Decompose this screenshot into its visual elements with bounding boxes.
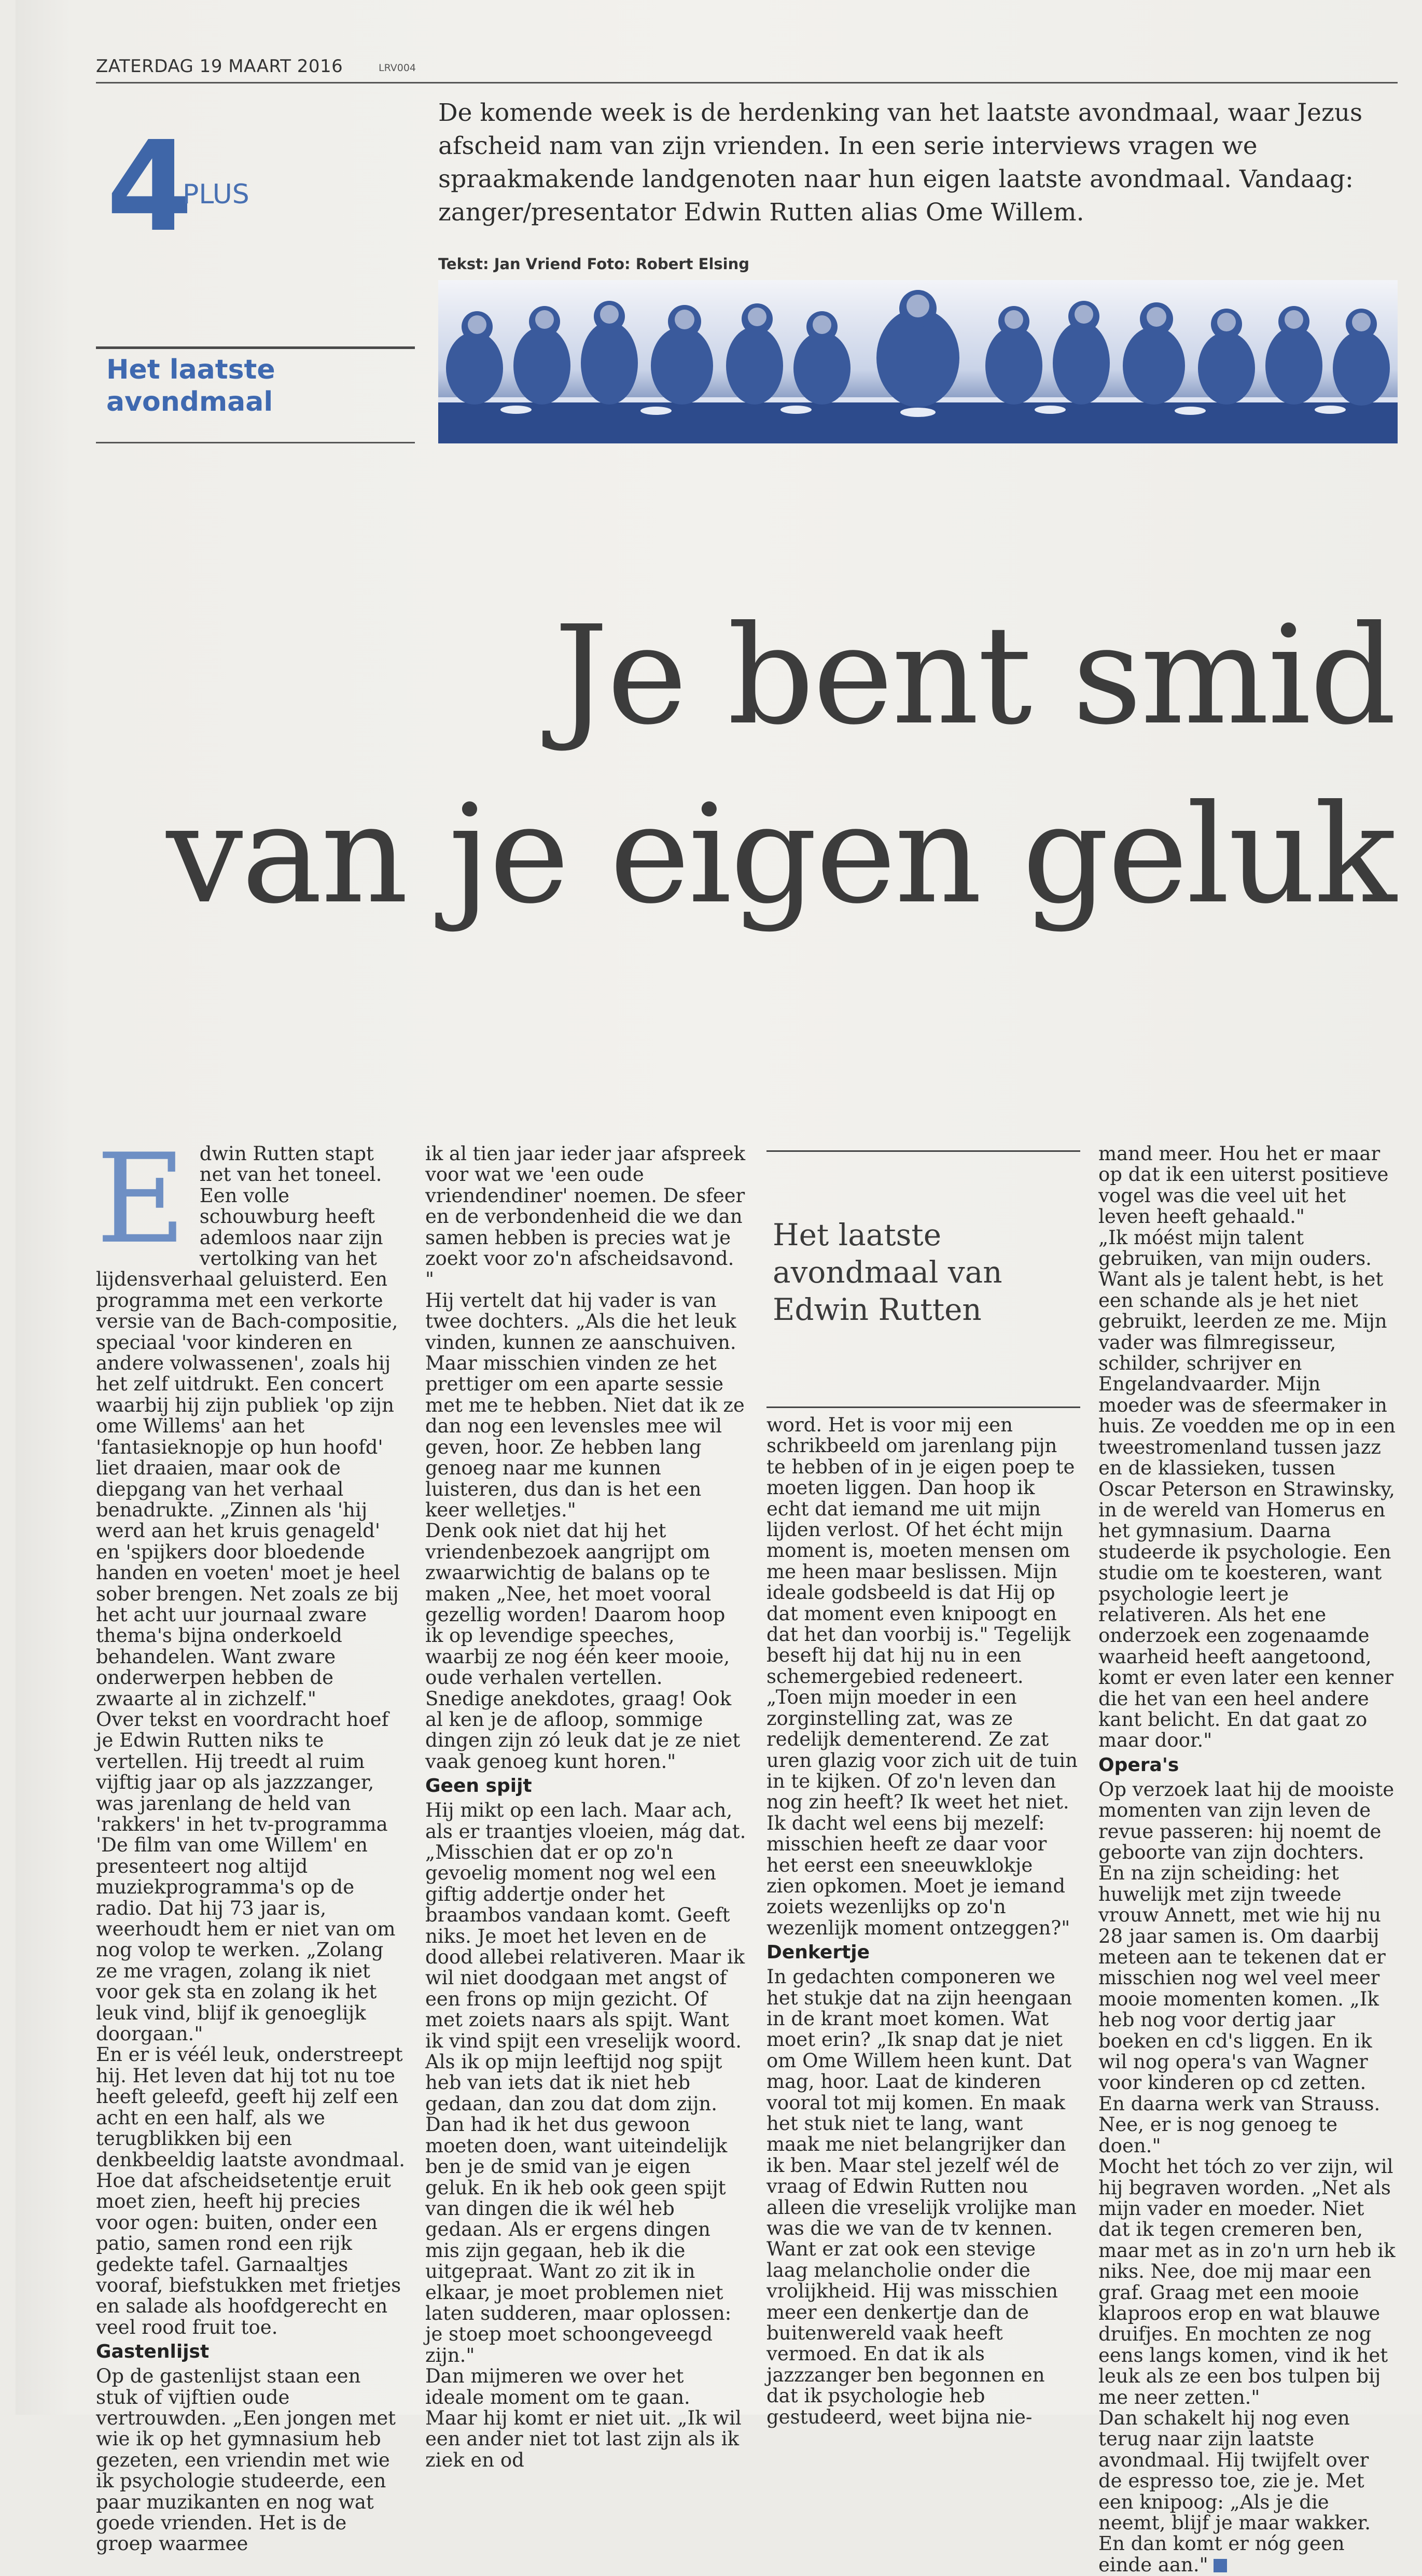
subheading-operas: Opera's — [1098, 1754, 1179, 1776]
byline: Tekst: Jan Vriend Foto: Robert Elsing — [438, 255, 749, 273]
drop-cap: E — [96, 1127, 186, 1271]
pull-quote-rule-bottom — [766, 1407, 1080, 1408]
paragraph: Op de gastenlijst staan een stuk of vijftien oude vertrouwden. „Een jongen met wie ik op het gymnasium heb gezeten, een vriendin met wie ik psychologie studeerde, een paar muzikanten en nog wat goede vrienden. Het is de groep waarmee — [96, 2365, 396, 2555]
section-rule — [96, 346, 415, 349]
paragraph: In gedachten componeren we het stukje dat na zijn heengaan in de krant moet komen. Wat moet erin? „Ik snap dat je niet om Ome Willem heen kunt. Dat mag, hoor. Laat de kinderen vooral tot mij komen. En maak het stuk niet te lang, want maak me niet belangrijker dan ik ben. Maar stel jezelf wél de vraag of Edwin Rutten nou alleen die vreselijk vrolijke man was die we van de tv kennen. Want er zat ook een stevige laag melancholie onder die vrolijkheid. Hij was misschien meer een denkertje dan de buitenwereld vaak heeft vermoed. En dat ik als jazzzanger ben begonnen en dat ik psychologie heb gestudeerd, weet bijna nie- — [766, 1966, 1077, 2428]
paragraph-final — [1098, 2408, 1397, 2575]
paragraph: Hij mikt op een lach. Maar ach, als er traantjes vloeien, mág dat. „Misschien dat er op zo'n gevoelig moment nog wel een giftig addertje onder het braambos vandaan komt. Geeft niks. Je moet het leven en de dood allebei relativeren. Maar ik wil niet doodgaan met angst of een frons op mijn gezicht. Of met zoiets naars als spijt. Want ik vind spijt een vreselijk woord. Als ik op mijn leeftijd nog spijt heb van iets dat ik niet heb gedaan, dan zou dat dom zijn. Dan had ik het dus gewoon moeten doen, want uiteindelijk ben je de smid van je eigen geluk. En ik heb ook geen spijt van dingen die ik wél heb gedaan. Als er ergens dingen mis zijn gegaan, heb ik die uitgepraat. Want zo zit ik in elkaar, je moet problemen niet laten sudderen, maar oplossen: je stoep moet schoongeveegd zijn." — [425, 1799, 746, 2366]
paragraph: dwin Rutten stapt net van het toneel. Een volle schouwburg heeft ademloos naar zijn vertolking van het lijdensverhaal geluisterd. Een programma met een verkorte versie van de Bach-compositie, speciaal 'voor kinderen en andere volwassenen', zoals hij het zelf uitdrukt. Een concert waarbij hij zijn publiek 'op zijn ome Willems' aan het 'fantasieknopje op hun hoofd' liet draaien, maar ook de diepgang van het verhaal benadrukte. „Zinnen als 'hij werd aan het kruis genageld' en 'spijkers door bloedende handen en voeten' moet je heel sober brengen. Net zoals ze bij het acht uur journaal zware thema's bijna onderkoeld behandelen. Want zware onderwerpen hebben de zwaarte al in zichzelf." — [96, 1143, 400, 1710]
article-column-1 — [96, 1127, 407, 2555]
paragraph: Hij vertelt dat hij vader is van twee dochters. „Als die het leuk vinden, kunnen ze aanschuiven. Maar misschien vinden ze het prettiger om een aparte sessie met me te hebben. Niet dat ik ze dan nog een levensles mee wil geven, hoor. Ze hebben lang genoeg naar me kunnen luisteren, dus dan is het een keer welletjes." — [425, 1289, 745, 1521]
headline — [93, 586, 1395, 944]
subheading-denkertje: Denkertje — [766, 1942, 870, 1964]
paragraph: word. Het is voor mij een schrikbeeld om jarenlang pijn te hebben of in je eigen poep te moeten liggen. Dan hoop ik echt dat iemand me uit mijn lijden verlost. Of het écht mijn moment is, moeten mensen om me heen maar beslissen. Mijn ideale godsbeeld is dat Hij op dat moment even knipoogt en dat het dan voorbij is." Tegelijk beseft hij dat hij nu in een schemergebied redeneert. „Toen mijn moeder in een zorginstelling zat, was ze redelijk dementerend. Ze zat uren glazig voor zich uit de tuin in te kijken. Of zo'n leven dan nog zin heeft? Ik weet het niet. Ik dacht wel eens bij mezelf: misschien heeft ze daar voor het eerst een sneeuwklokje zien opkomen. Moet je iemand zoiets wezenlijks op zo'n wezenlijk moment ontzeggen?" — [766, 1414, 1078, 1939]
page-number: 4 — [106, 114, 193, 259]
pull-quote-rule-top — [766, 1150, 1080, 1152]
paragraph: Dan mijmeren we over het ideale moment om te gaan. Maar hij komt er niet uit. „Ik wil een ander niet tot last zijn als ik ziek en od — [425, 2365, 742, 2471]
end-of-article-icon — [1214, 2559, 1227, 2572]
paragraph: En er is véél leuk, onderstreept hij. Het leven dat hij tot nu toe heeft geleefd, geeft hij zelf een acht en een half, als we terugblikken bij een denkbeeldig laatste avondmaal. Hoe dat afscheidsetentje eruit moet zien, heeft hij precies voor ogen: buiten, onder een patio, samen rond een rijk gedekte tafel. Garnaaltjes vooraf, biefstukken met frietjes en salade als hoofdgerecht en veel rood fruit toe. — [96, 2043, 405, 2338]
headline-line-1: Je bent smid — [554, 596, 1395, 755]
headline-line-2: van je eigen geluk — [166, 775, 1395, 934]
section-rule-bottom — [96, 442, 415, 443]
top-rule — [96, 82, 1398, 83]
paragraph: ik al tien jaar ieder jaar afspreek voor wat we 'een oude vriendendiner' noemen. De sfeer en de verbondenheid die we dan samen hebben is precies wat je zoekt voor zo'n afscheidsavond. " — [425, 1143, 746, 1291]
page-section-label: PLUS — [183, 179, 249, 210]
final-paragraph-text: Dan schakelt hij nog even terug naar zijn laatste avondmaal. Hij twijfelt over de espresso toe, zie je. Met een knipoog: „Als je die neemt, blijf je maar wakker. En dan komt er nóg geen einde aan." — [1098, 2406, 1371, 2576]
intro-text: De komende week is de herdenking van het laatste avondmaal, waar Jezus afscheid nam van zijn vrienden. In een serie interviews vragen we spraakmakende landgenoten naar hun eigen laatste avondmaal. Vandaag: zanger/presentator Edwin Rutten alias Ome Willem. — [438, 99, 1363, 227]
last-supper-image — [438, 280, 1398, 443]
paragraph: Over tekst en voordracht hoef je Edwin Rutten niks te vertellen. Hij treedt al ruim vijftig jaar op als jazzzanger, was jarenlang de held van 'rakkers' in het tv-programma 'De film van ome Willem' en presenteert nog altijd muziekprogramma's op de radio. Dat hij 73 jaar is, weerhoudt hem er niet van om nog volop te werken. „Zolang ze me vragen, zolang ik niet voor gek sta en zolang ik het leuk vind, blijf ik genoeglijk doorgaan." — [96, 1708, 396, 2045]
article-column-3 — [766, 1415, 1078, 2428]
subheading-gastenlijst: Gastenlijst — [96, 2341, 210, 2363]
subheading-geen-spijt: Geen spijt — [425, 1775, 532, 1797]
paragraph: Mocht het tóch zo ver zijn, wil hij begraven worden. „Net als mijn vader en moeder. Niet dat ik tegen cremeren ben, maar met as in zo'n urn heb ik niks. Nee, doe mij maar een graf. Graag met een mooie klaproos erop en wat blauwe druifjes. En mochten ze nog eens langs komen, vind ik het leuk als ze een bos tulpen bij me neer zetten." — [1098, 2155, 1396, 2408]
paragraph: Denk ook niet dat hij het vriendenbezoek aangrijpt om zwaarwichtig de balans op te maken „Nee, het moet vooral gezellig worden! Daarom hoop ik op levendige speeches, waarbij ze nog één keer mooie, oude verhalen vertellen. Snedige anekdotes, graag! Ook al ken je de afloop, sommige dingen zijn zó leuk dat je ze niet vaak genoeg kunt horen." — [425, 1520, 741, 1773]
series-label: Het laatste avondmaal — [106, 354, 275, 417]
paragraph: mand meer. Hou het er maar op dat ik een uiterst positieve vogel was die veel uit het leven heeft gehaald." — [1098, 1143, 1389, 1228]
folio-code: LRV004 — [379, 62, 416, 74]
pull-quote: Het laatste avondmaal van Edwin Rutten — [773, 1217, 1002, 1327]
paragraph: Op verzoek laat hij de mooiste momenten van zijn leven de revue passeren: hij noemt de geboorte van zijn dochters. En na zijn scheiding: het huwelijk met zijn tweede vrouw Annett, met wie hij nu 28 jaar samen is. Om daarbij meteen aan te tekenen dat er misschien nog wel veel meer mooie momenten komen. „Ik heb nog voor dertig jaar boeken en cd's liggen. En ik wil nog opera's van Wagner voor kinderen op cd zetten. En daarna werk van Strauss. Nee, er is nog genoeg te doen." — [1098, 1778, 1395, 2157]
paragraph: „Ik móést mijn talent gebruiken, van mijn ouders. Want als je talent hebt, is het een schande als je het niet gebruikt, leerden ze me. Mijn vader was filmregisseur, schilder, schrijver en Engelandvaarder. Mijn moeder was de sfeermaker in huis. Ze voedden me op in een tweestromenland tussen jazz en de klassieken, tussen Oscar Peterson en Strawinsky, in de wereld van Homerus en het gymnasium. Daarna studeerde ik psychologie. Een studie om te koesteren, want psychologie leert je relativeren. Als het ene onderzoek een zogenaamde waarheid heeft aangetoond, komt er even later een kenner die het van een heel andere kant belicht. En dat gaat zo maar door." — [1098, 1226, 1396, 1752]
folio-date: ZATERDAG 19 MAART 2016 — [96, 56, 343, 77]
article-column-2 — [425, 1144, 747, 2471]
article-column-4 — [1098, 1144, 1397, 2575]
